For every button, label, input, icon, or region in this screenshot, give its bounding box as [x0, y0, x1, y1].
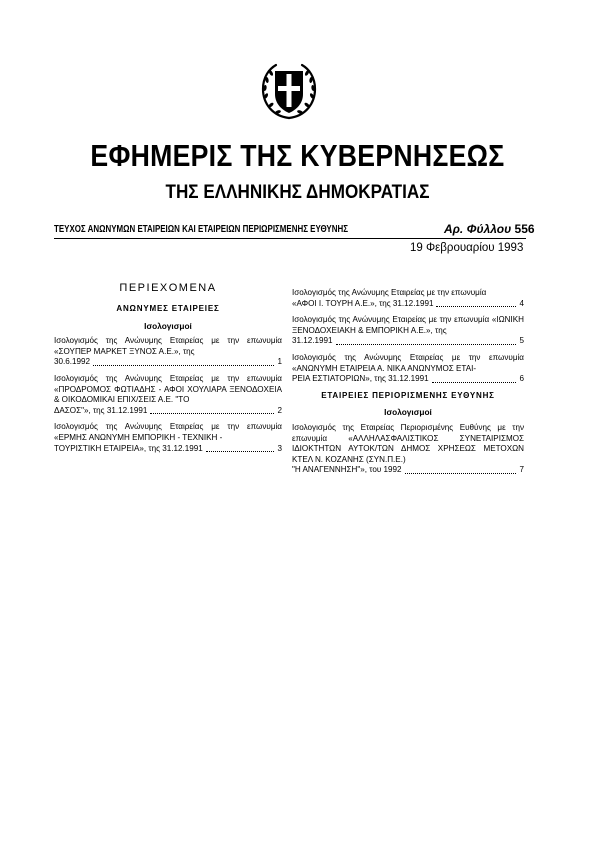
toc-entry-page: 7 — [519, 465, 524, 475]
toc-entry[interactable] — [292, 288, 524, 309]
sheet-number-label: Αρ. Φύλλου — [444, 222, 512, 236]
header-divider — [54, 238, 526, 239]
leader-dots — [93, 365, 274, 366]
toc-entry-text: Ισολογισμός της Ανώνυμης Εταιρείας με την επωνυμία — [292, 288, 487, 297]
toc-entry-page: 2 — [277, 405, 282, 415]
toc-entry[interactable] — [292, 353, 524, 385]
leader-dots — [150, 413, 274, 414]
toc-entry-text: Ισολογισμός της Ανώνυμης Εταιρείας με την επωνυμία «ΠΡΟΔΡΟΜΟΣ ΦΩΤΙΑΔΗΣ - ΑΦΟΙ ΧΟΥΛΙΑΡΑ ΞΕΝΟΔΟΧΕΙΑ & ΟΙΚΟΔΟΜΙΚΑΙ ΕΠΙΧ/ΣΕΙΣ Α.Ε. "ΤΟ — [54, 373, 282, 405]
contents-right-column — [292, 288, 524, 482]
contents-left-column — [54, 300, 282, 460]
toc-entry-last-line: 30.6.1992 — [54, 357, 91, 367]
toc-entry-page: 1 — [277, 357, 282, 367]
toc-entry-last-line: ΤΟΥΡΙΣΤΙΚΗ ΕΤΑΙΡΕΙΑ», της 31.12.1991 — [54, 443, 203, 453]
section-heading-sa: ΑΝΩΝΥΜΕΣ ΕΤΑΙΡΕΙΕΣ — [116, 304, 220, 313]
leader-dots — [336, 344, 517, 345]
leader-dots — [405, 473, 517, 474]
toc-entry-last-line: 31.12.1991 — [292, 336, 333, 346]
toc-entry[interactable] — [292, 315, 524, 347]
toc-entry[interactable] — [54, 422, 282, 454]
leader-dots — [436, 306, 516, 307]
toc-entry-page: 3 — [277, 443, 282, 453]
toc-entry-text: Ισολογισμός της Ανώνυμης Εταιρείας με την επωνυμία «ΑΝΩΝΥΜΗ ΕΤΑΙΡΕΙΑ Α. ΝΙΚΑ ΑΝΩΝΥΜΟΣ ΕΤΑΙ- — [292, 352, 524, 373]
gazette-title: ΕΦΗΜΕΡΙΣ ΤΗΣ ΚΥΒΕΡΝΗΣΕΩΣ — [90, 138, 505, 173]
subsection-heading-balance-sheets: Ισολογισμοί — [384, 407, 432, 418]
greek-coat-of-arms-emblem — [258, 60, 320, 122]
gazette-subtitle: ΤΗΣ ΕΛΛΗΝΙΚΗΣ ΔΗΜΟΚΡΑΤΙΑΣ — [165, 182, 430, 203]
issue-date: 19 Φεβρουαρίου 1993 — [410, 242, 524, 254]
toc-entry-last-line: ΔΑΣΟΣ"», της 31.12.1991 — [54, 405, 148, 415]
toc-entry-page: 6 — [519, 374, 524, 384]
toc-entry[interactable] — [54, 374, 282, 416]
toc-entry-text: Ισολογισμός της Ανώνυμης Εταιρείας με την επωνυμία «ΙΩΝΙΚΗ ΞΕΝΟΔΟΧΕΙΑΚΗ & ΕΜΠΟΡΙΚΗ Α.Ε.», της — [292, 315, 524, 335]
subsection-heading-balance-sheets: Ισολογισμοί — [144, 320, 192, 331]
toc-entry-last-line: "Η ΑΝΑΓΕΝΝΗΣΗ"», του 1992 — [292, 465, 402, 475]
toc-entry-page: 5 — [519, 336, 524, 346]
section-heading-ltd: ΕΤΑΙΡΕΙΕΣ ΠΕΡΙΟΡΙΣΜΕΝΗΣ ΕΥΘΥΝΗΣ — [321, 390, 495, 400]
toc-entry-text: Ισολογισμός της Ανώνυμης Εταιρείας με την επωνυμία «ΕΡΜΗΣ ΑΝΩΝΥΜΗ ΕΜΠΟΡΙΚΗ - ΤΕΧΝΙΚΗ - — [54, 422, 282, 442]
toc-entry-last-line: ΡΕΙΑ ΕΣΤΙΑΤΟΡΙΩΝ», της 31.12.1991 — [292, 374, 429, 384]
toc-entry[interactable] — [54, 336, 282, 368]
toc-entry-page: 4 — [519, 298, 524, 308]
toc-entry[interactable] — [292, 423, 524, 476]
leader-dots — [206, 451, 275, 452]
sheet-number — [444, 222, 535, 236]
issue-series: ΤΕΥΧΟΣ ΑΝΩΝΥΜΩΝ ΕΤΑΙΡΕΙΩΝ ΚΑΙ ΕΤΑΙΡΕΙΩΝ ΠΕΡΙΩΡΙΣΜΕΝΗΣ ΕΥΘΥΝΗΣ — [54, 224, 348, 235]
leader-dots — [432, 382, 517, 383]
toc-entry-text: Ισολογισμός της Εταιρείας Περιορισμένης Ευθύνης με την επωνυμία «ΑΛΛΗΛΑΣΦΑΛΙΣΤΙΚΟΣ ΣΥΝΕΤΑΙΡΙΣΜΟΣ ΙΔΙΟΚΤΗΤΩΝ ΑΥΤΟΚ/ΤΩΝ ΔΗΜΟΣ ΧΡΗΣΕΩΣ ΜΕΤΟΧΩΝ ΚΤΕΛ Ν. ΚΟΖΑΝΗΣ (ΣΥΝ.Π.Ε.) — [292, 422, 524, 464]
sheet-number-value: 556 — [514, 222, 535, 236]
toc-entry-last-line: «ΑΦΟΙ Ι. ΤΟΥΡΗ Α.Ε.», της 31.12.1991 — [292, 298, 434, 308]
contents-heading: ΠΕΡΙΕΧΟΜΕΝΑ — [119, 282, 217, 294]
toc-entry-text: Ισολογισμός της Ανώνυμης Εταιρείας με την επωνυμία «ΣΟΥΠΕΡ ΜΑΡΚΕΤ ΞΥΝΟΣ Α.Ε.», της — [54, 336, 282, 356]
